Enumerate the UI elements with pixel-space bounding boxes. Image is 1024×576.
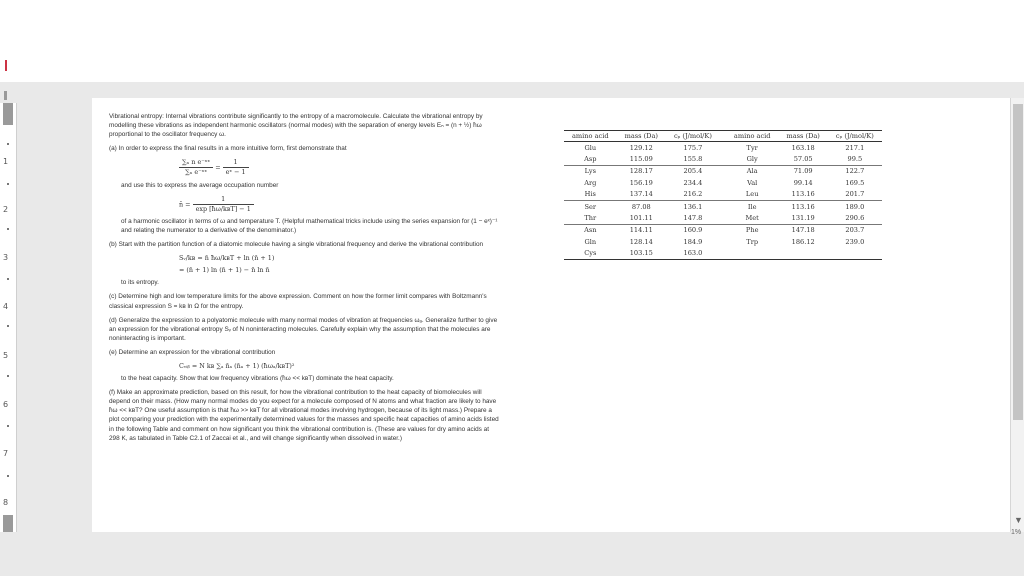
table-cell: Arg bbox=[584, 178, 597, 187]
text-cursor bbox=[5, 60, 7, 71]
scroll-down-arrow-icon[interactable]: ▼ bbox=[1014, 515, 1023, 525]
table-cell: Ala bbox=[720, 165, 779, 177]
fraction bbox=[223, 158, 249, 177]
table-cell: 128.17 bbox=[617, 165, 666, 177]
table-cell: 99.14 bbox=[793, 178, 813, 187]
table-cell: 205.4 bbox=[666, 165, 720, 177]
ruler-margin-bottom bbox=[3, 515, 13, 532]
table-cell: 114.11 bbox=[617, 224, 666, 236]
amino-acid-table bbox=[564, 130, 882, 260]
table-cell: Leu bbox=[745, 190, 759, 199]
part-e-text: (e) Determine an expression for the vibrational contribution bbox=[109, 348, 276, 356]
part-b-text-2: to its entropy. bbox=[121, 279, 159, 287]
table-cell: 175.7 bbox=[683, 143, 703, 152]
ruler-number: 5 bbox=[3, 351, 9, 360]
ruler-number: 2 bbox=[3, 205, 9, 214]
column-header: mass (Da) bbox=[617, 131, 666, 142]
table-cell: Tyr bbox=[746, 143, 758, 152]
ruler-tick bbox=[7, 278, 9, 280]
table-cell: 201.7 bbox=[845, 190, 865, 199]
table-cell: 186.12 bbox=[791, 237, 815, 246]
table-cell: Asn bbox=[564, 224, 617, 236]
ruler-tick bbox=[7, 475, 9, 477]
column-header: cₚ (J/mol/K) bbox=[666, 131, 720, 142]
table-cell: Gly bbox=[746, 155, 758, 164]
part-f-text: (f) Make an approximate prediction, based on this result, for how the vibrational contribution to the heat capacity of biomolecules will depend on their mass. (How many normal modes do you expect for a molecule composed of N atoms and what fraction are likely to have ħω << kʙT? One useful assumption is that ħω >> kʙT for all vibrational modes involving hydrogen, because of its light mass.) Prepare a plot comparing your prediction with the experimentally determined values for the masses and specific heat capacities of amino acids listed in the following Table and comment on how significant you think the vibrational contribution is. (These are values for dry amino acids at 298 K, as tabulated in Table C2.1 of Zaccai et al., and will change significantly when dissolved in water.) bbox=[109, 389, 499, 442]
part-e-text-2: to the heat capacity. Show that low frequency vibrations (ħω << kʙT) dominate the heat capacity. bbox=[121, 375, 394, 383]
table-row bbox=[564, 212, 882, 224]
column-header: amino acid bbox=[720, 131, 779, 142]
table-cell: 155.8 bbox=[683, 155, 703, 164]
numerator: 1 bbox=[223, 158, 249, 168]
table-row bbox=[564, 224, 882, 236]
table-cell: 136.1 bbox=[666, 200, 720, 212]
table-cell: 122.7 bbox=[828, 165, 882, 177]
table-header-row bbox=[564, 131, 882, 142]
column-header: cₚ (J/mol/K) bbox=[828, 131, 882, 142]
table-cell: 101.11 bbox=[629, 214, 653, 223]
table-row bbox=[564, 165, 882, 177]
part-a-text-3: of a harmonic oscillator in terms of ω and temperature T. (Helpful mathematical tricks include using the series expansion for (1 − eˣ)⁻¹ and relating the numerator to a derivative of the denominator.) bbox=[121, 217, 498, 234]
equation-b1: Sᵥ/kʙ = n̄ ħω/kʙT + ln (n̄ + 1) bbox=[179, 254, 275, 263]
fraction bbox=[179, 158, 213, 177]
denominator: eˣ − 1 bbox=[225, 168, 246, 177]
table-cell: His bbox=[584, 190, 596, 199]
ruler-tick bbox=[7, 228, 9, 230]
tab-stop-marker[interactable] bbox=[4, 91, 7, 100]
table-cell: 103.15 bbox=[617, 248, 666, 260]
table-cell: Ser bbox=[564, 200, 617, 212]
table-cell: 137.14 bbox=[629, 190, 653, 199]
table-cell bbox=[828, 248, 882, 260]
table-row bbox=[564, 200, 882, 212]
intro-paragraph: Vibrational entropy: Internal vibrations contribute significantly to the entropy of a macromolecule. Calculate the vibrational entropy by modelling these vibrations as independent harmonic oscillators (normal modes) with the separation of energy levels Eₙ = (n + ½) ħω proportional to the oscillator frequency ω. bbox=[109, 113, 483, 139]
table-row bbox=[564, 189, 882, 201]
table-cell: 87.08 bbox=[617, 200, 666, 212]
table-cell: 169.5 bbox=[845, 178, 865, 187]
vertical-ruler[interactable] bbox=[0, 103, 17, 532]
document-page[interactable] bbox=[92, 98, 1010, 532]
part-c-text: (c) Determine high and low temperature limits for the above expression. Comment on how the former limit compares with Boltzmann's classical expression S = kʙ ln Ω for the entropy. bbox=[109, 293, 487, 310]
table-row bbox=[564, 248, 882, 260]
denominator: exp [ħω/kʙT] − 1 bbox=[195, 204, 251, 213]
table-cell: 189.0 bbox=[828, 200, 882, 212]
ruler-tick bbox=[7, 325, 9, 327]
table-cell: Glu bbox=[584, 143, 597, 152]
table-row bbox=[564, 236, 882, 247]
part-a-text-2: and use this to express the average occupation number bbox=[121, 181, 279, 189]
table-cell: 156.19 bbox=[629, 178, 653, 187]
part-d-text: (d) Generalize the expression to a polyatomic molecule with many normal modes of vibration at frequencies ωₐ. Generalize further to give an expression for the vibrational entropy Sᵥ of N noninteracting molecules. Carefully explain why the assumption that the molecules are noninteracting is important. bbox=[109, 316, 498, 342]
table-cell: Asp bbox=[584, 155, 597, 164]
scrollbar-thumb[interactable] bbox=[1013, 104, 1023, 420]
equation-b2: = (n̄ + 1) ln (n̄ + 1) − n̄ ln n̄ bbox=[179, 266, 270, 275]
table-cell: Thr bbox=[584, 214, 597, 223]
table-cell: Cys bbox=[564, 248, 617, 260]
ruler-number: 8 bbox=[3, 498, 9, 507]
table-cell: Ile bbox=[720, 200, 779, 212]
table-cell: 57.05 bbox=[793, 155, 813, 164]
column-header: mass (Da) bbox=[778, 131, 827, 142]
table-cell: 113.16 bbox=[791, 190, 815, 199]
table-cell bbox=[778, 248, 827, 260]
table-cell: Lys bbox=[564, 165, 617, 177]
table-cell: 147.18 bbox=[778, 224, 827, 236]
table-cell: 131.19 bbox=[791, 214, 815, 223]
table-cell: 129.12 bbox=[629, 143, 653, 152]
problem-text bbox=[109, 112, 501, 448]
table-cell: Trp bbox=[746, 237, 759, 246]
table-cell bbox=[720, 248, 779, 260]
ruler-number: 4 bbox=[3, 302, 9, 311]
denominator: ∑ₙ e⁻ⁿˣ bbox=[185, 168, 208, 177]
numerator: ∑ₙ n e⁻ⁿˣ bbox=[179, 158, 213, 168]
equation-a1 bbox=[179, 158, 501, 177]
column-header: amino acid bbox=[564, 131, 617, 142]
table-cell: 147.8 bbox=[683, 214, 703, 223]
ruler-tick bbox=[7, 143, 9, 145]
ruler-number: 3 bbox=[3, 253, 9, 262]
table-cell: 216.2 bbox=[683, 190, 703, 199]
table-row bbox=[564, 177, 882, 188]
table-cell: 163.18 bbox=[791, 143, 815, 152]
ruler-tick bbox=[7, 183, 9, 185]
ruler-number: 7 bbox=[3, 449, 9, 458]
ruler-tick bbox=[7, 425, 9, 427]
table-cell: 217.1 bbox=[845, 143, 865, 152]
table-cell: 71.09 bbox=[778, 165, 827, 177]
equation-e: Cᵥᵢᵦ = N kʙ ∑ₐ n̄ₐ (n̄ₐ + 1) (ħωₐ/kʙT)² bbox=[179, 361, 295, 370]
fraction bbox=[193, 195, 254, 214]
zoom-indicator[interactable]: 1% bbox=[1011, 529, 1022, 536]
table-cell: Gln bbox=[584, 237, 597, 246]
ruler-number: 1 bbox=[3, 157, 9, 166]
table-cell: 234.4 bbox=[683, 178, 703, 187]
table-cell: 203.7 bbox=[828, 224, 882, 236]
table-cell: Val bbox=[747, 178, 758, 187]
toolbar-area bbox=[0, 0, 1024, 82]
table-cell: Phe bbox=[720, 224, 779, 236]
part-a-text: (a) In order to express the final results in a more intuitive form, first demonstrate that bbox=[109, 145, 347, 153]
equation-a2 bbox=[179, 195, 501, 214]
table-cell: 239.0 bbox=[845, 237, 865, 246]
table-cell: 99.5 bbox=[847, 155, 863, 164]
ruler-margin-top bbox=[3, 103, 13, 125]
table-cell: Met bbox=[745, 214, 759, 223]
vertical-scrollbar[interactable] bbox=[1010, 98, 1024, 532]
table-cell: 163.0 bbox=[666, 248, 720, 260]
table-cell: 290.6 bbox=[845, 214, 865, 223]
table-row bbox=[564, 142, 882, 154]
part-b-text: (b) Start with the partition function of a diatomic molecule having a single vibrational frequency and derive the vibrational contribution bbox=[109, 241, 484, 249]
ruler-number: 6 bbox=[3, 400, 9, 409]
table-cell: 184.9 bbox=[683, 237, 703, 246]
table-cell: 128.14 bbox=[629, 237, 653, 246]
equals-sign: = bbox=[215, 163, 223, 172]
numerator: 1 bbox=[193, 195, 254, 205]
table-row bbox=[564, 153, 882, 165]
table-cell: 113.16 bbox=[778, 200, 827, 212]
equation-lhs: n̄ = bbox=[179, 200, 191, 209]
table-cell: 115.09 bbox=[629, 155, 653, 164]
table-cell: 160.9 bbox=[666, 224, 720, 236]
ruler-tick bbox=[7, 375, 9, 377]
